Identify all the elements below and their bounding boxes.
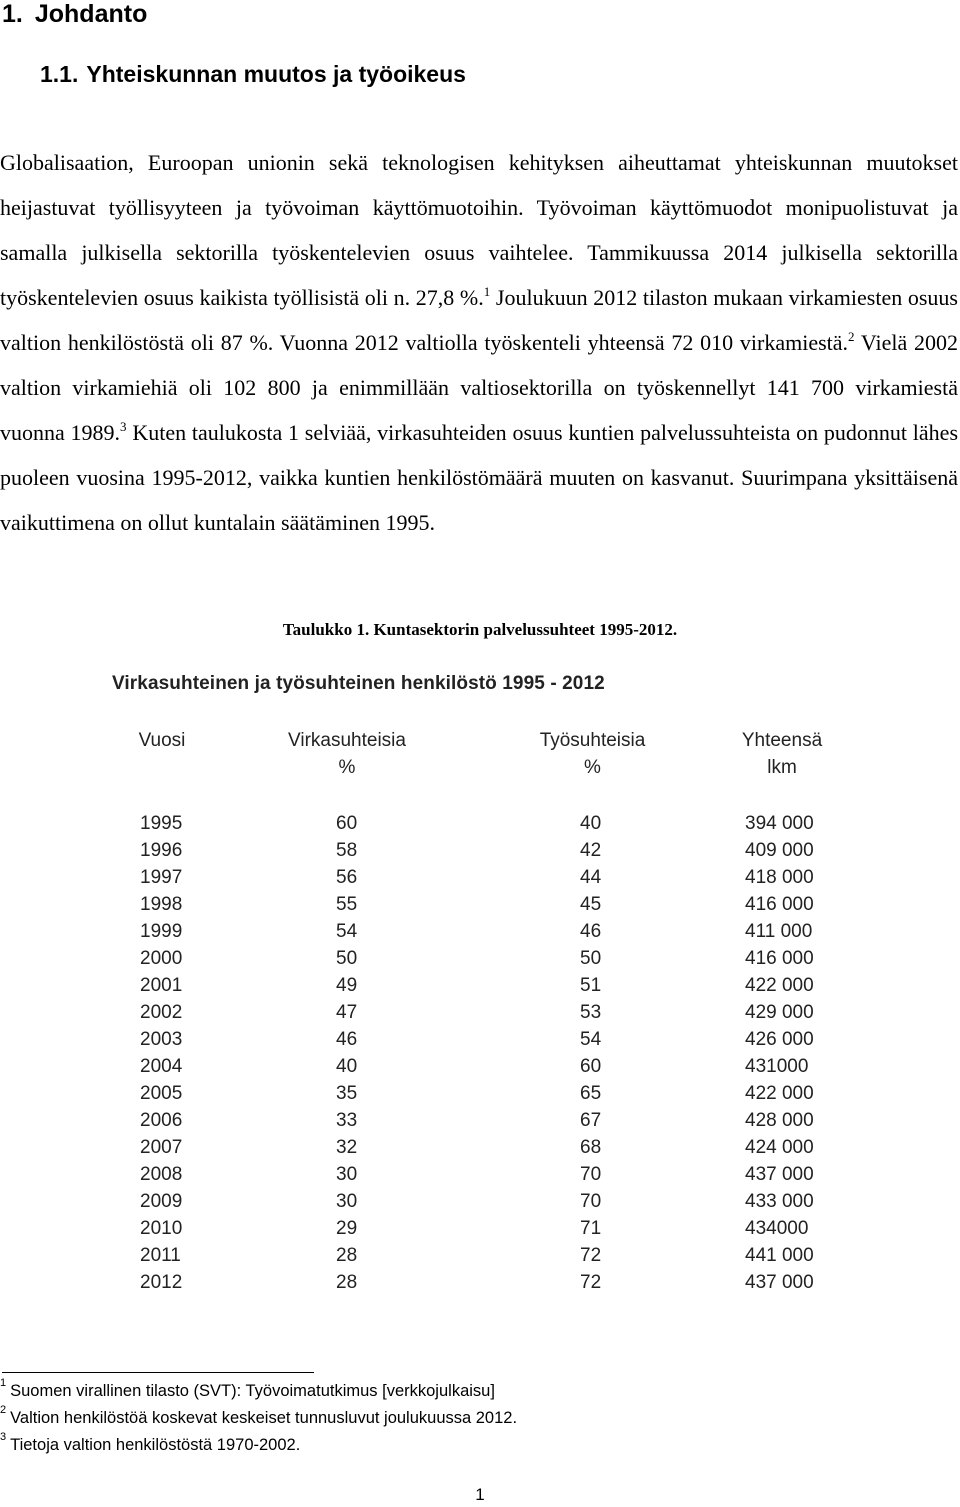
cell-year: 2004 xyxy=(140,1056,183,1077)
cell-official-pct: 30 xyxy=(336,1191,358,1212)
footnote-ref-3: 3 xyxy=(120,419,127,434)
cell-total: 428 000 xyxy=(745,1110,814,1131)
table-caption: Taulukko 1. Kuntasektorin palvelussuhteet 1995-2012. xyxy=(282,620,678,639)
cell-total: 434000 xyxy=(745,1218,809,1239)
column-header-label: Virkasuhteisia xyxy=(288,730,406,751)
footnote-mark: 3 xyxy=(0,1431,7,1443)
cell-year: 2006 xyxy=(140,1110,183,1131)
cell-year: 2000 xyxy=(140,948,183,969)
paragraph-text-4: Kuten taulukosta 1 selviää, virkasuhteiden osuus kuntien palvelussuhteista on pudonnut lähes puoleen vuosina 1995-2012, vaikka kuntien henkilöstömäärä muuten on kasvanut. Suurimpana yksittäisenä vaikuttimena on ollut kuntalain säätäminen 1995. xyxy=(0,420,959,535)
section-heading xyxy=(40,61,466,88)
cell-year: 2005 xyxy=(140,1083,183,1104)
cell-total: 422 000 xyxy=(745,975,814,996)
chapter-number: 1. xyxy=(2,0,23,28)
table-row xyxy=(100,1134,835,1161)
column-header-label: Vuosi xyxy=(138,730,186,751)
cell-total: 431000 xyxy=(745,1056,809,1077)
cell-total: 433 000 xyxy=(745,1191,814,1212)
table-row xyxy=(100,1053,835,1080)
cell-year: 2003 xyxy=(140,1029,183,1050)
cell-employee-pct: 40 xyxy=(580,813,602,834)
column-header-unit: lkm xyxy=(767,757,797,778)
cell-employee-pct: 65 xyxy=(580,1083,602,1104)
cell-total: 411 000 xyxy=(745,921,813,942)
cell-employee-pct: 46 xyxy=(580,921,602,942)
cell-year: 1995 xyxy=(140,813,183,834)
table-row xyxy=(100,1242,835,1269)
cell-employee-pct: 50 xyxy=(580,948,602,969)
cell-total: 409 000 xyxy=(745,840,814,861)
table-row xyxy=(100,945,835,972)
footnote-text: Suomen virallinen tilasto (SVT): Työvoimatutkimus [verkkojulkaisu] xyxy=(10,1382,495,1400)
cell-employee-pct: 68 xyxy=(580,1137,602,1158)
footnote xyxy=(0,1432,517,1459)
cell-employee-pct: 42 xyxy=(580,840,602,861)
cell-employee-pct: 44 xyxy=(580,867,602,888)
footnote-ref-2: 2 xyxy=(848,329,855,344)
chapter-heading xyxy=(2,0,147,29)
column-header-year xyxy=(122,727,202,754)
cell-official-pct: 28 xyxy=(336,1272,358,1293)
column-header-label: Työsuhteisia xyxy=(539,730,646,751)
cell-official-pct: 55 xyxy=(336,894,358,915)
table-row xyxy=(100,1188,835,1215)
table-row xyxy=(100,1026,835,1053)
chapter-title: Johdanto xyxy=(34,0,148,28)
cell-total: 394 000 xyxy=(745,813,814,834)
table-title: Virkasuhteinen ja työsuhteinen henkilöstö 1995 - 2012 xyxy=(112,673,605,694)
cell-employee-pct: 67 xyxy=(580,1110,602,1131)
column-header-label: Yhteensä xyxy=(741,730,823,751)
paragraph-text-1: Globalisaation, Euroopan unionin sekä teknologisen kehityksen aiheuttamat yhteiskunnan muutokset heijastuvat työllisyyteen ja työvoiman käyttömuotoihin. Työvoiman käyttömuodot monipuolistuvat ja samalla julkisella sektorilla työskentelevien osuus vaihtelee. Tammikuussa 2014 julkisella sektorilla työskentelevien osuus kaikista työllisistä oli n. 27,8 %. xyxy=(0,150,958,310)
cell-official-pct: 40 xyxy=(336,1056,358,1077)
column-header-employee xyxy=(515,727,670,781)
cell-official-pct: 35 xyxy=(336,1083,358,1104)
cell-total: 426 000 xyxy=(745,1029,814,1050)
cell-employee-pct: 45 xyxy=(580,894,602,915)
cell-year: 1996 xyxy=(140,840,183,861)
cell-official-pct: 28 xyxy=(336,1245,358,1266)
column-header-unit: % xyxy=(338,757,356,778)
footnotes xyxy=(0,1378,517,1459)
cell-year: 2008 xyxy=(140,1164,183,1185)
cell-total: 424 000 xyxy=(745,1137,814,1158)
cell-employee-pct: 70 xyxy=(580,1191,602,1212)
footnote-text: Tietoja valtion henkilöstöstä 1970-2002. xyxy=(10,1436,301,1454)
column-header-unit: % xyxy=(584,757,601,778)
cell-employee-pct: 53 xyxy=(580,1002,602,1023)
cell-official-pct: 56 xyxy=(336,867,358,888)
cell-total: 437 000 xyxy=(745,1272,814,1293)
cell-year: 1999 xyxy=(140,921,183,942)
table-row xyxy=(100,1269,835,1296)
cell-official-pct: 47 xyxy=(336,1002,358,1023)
footnote xyxy=(0,1405,517,1432)
cell-year: 2002 xyxy=(140,1002,183,1023)
footnote xyxy=(0,1378,517,1405)
cell-official-pct: 30 xyxy=(336,1164,358,1185)
table-row xyxy=(100,1080,835,1107)
body-paragraph xyxy=(0,140,958,545)
page-number: 1 xyxy=(475,1485,485,1504)
cell-total: 441 000 xyxy=(745,1245,814,1266)
cell-year: 2011 xyxy=(140,1245,181,1266)
cell-total: 429 000 xyxy=(745,1002,814,1023)
cell-official-pct: 58 xyxy=(336,840,358,861)
cell-official-pct: 32 xyxy=(336,1137,358,1158)
data-table xyxy=(100,665,835,1297)
table-body xyxy=(100,810,835,1296)
cell-year: 1998 xyxy=(140,894,183,915)
table-row xyxy=(100,864,835,891)
footnote-divider xyxy=(2,1372,314,1373)
footnote-mark: 1 xyxy=(0,1377,7,1389)
cell-employee-pct: 72 xyxy=(580,1245,602,1266)
cell-employee-pct: 60 xyxy=(580,1056,602,1077)
paragraph-text-2: Joulukuun 2012 tilaston mukaan virkamiesten osuus valtion henkilöstöstä oli 87 %. Vuonna 2012 valtiolla työskenteli yhteensä 72 010 virkamiestä. xyxy=(0,285,958,355)
cell-employee-pct: 51 xyxy=(580,975,602,996)
cell-employee-pct: 70 xyxy=(580,1164,602,1185)
cell-employee-pct: 72 xyxy=(580,1272,602,1293)
cell-official-pct: 29 xyxy=(336,1218,358,1239)
cell-total: 416 000 xyxy=(745,894,814,915)
table-row xyxy=(100,972,835,999)
footnote-ref-1: 1 xyxy=(483,284,491,299)
table-row xyxy=(100,918,835,945)
cell-employee-pct: 54 xyxy=(580,1029,602,1050)
cell-official-pct: 54 xyxy=(336,921,358,942)
table-row xyxy=(100,1107,835,1134)
column-header-total xyxy=(722,727,842,781)
table-row xyxy=(100,1161,835,1188)
section-title: Yhteiskunnan muutos ja työoikeus xyxy=(86,61,466,87)
section-number: 1.1. xyxy=(40,61,79,87)
cell-total: 418 000 xyxy=(745,867,814,888)
cell-official-pct: 46 xyxy=(336,1029,358,1050)
table-row xyxy=(100,1215,835,1242)
cell-total: 416 000 xyxy=(745,948,814,969)
cell-official-pct: 33 xyxy=(336,1110,358,1131)
cell-official-pct: 50 xyxy=(336,948,358,969)
table-row xyxy=(100,810,835,837)
footnote-text: Valtion henkilöstöä koskevat keskeiset tunnusluvut joulukuussa 2012. xyxy=(10,1409,518,1427)
table-row xyxy=(100,999,835,1026)
paragraph-text-3: Vielä 2002 valtion virkamiehiä oli 102 800 ja enimmillään valtiosektorilla on työskennellyt 141 700 virkamiestä vuonna 1989. xyxy=(0,330,958,445)
table-row xyxy=(100,891,835,918)
cell-year: 1997 xyxy=(140,867,183,888)
cell-total: 422 000 xyxy=(745,1083,814,1104)
cell-official-pct: 49 xyxy=(336,975,358,996)
cell-official-pct: 60 xyxy=(336,813,358,834)
cell-total: 437 000 xyxy=(745,1164,814,1185)
column-header-official xyxy=(262,727,432,781)
cell-year: 2007 xyxy=(140,1137,183,1158)
cell-employee-pct: 71 xyxy=(580,1218,602,1239)
cell-year: 2010 xyxy=(140,1218,183,1239)
cell-year: 2012 xyxy=(140,1272,183,1293)
cell-year: 2001 xyxy=(140,975,183,996)
cell-year: 2009 xyxy=(140,1191,183,1212)
table-row xyxy=(100,837,835,864)
footnote-mark: 2 xyxy=(0,1404,7,1416)
